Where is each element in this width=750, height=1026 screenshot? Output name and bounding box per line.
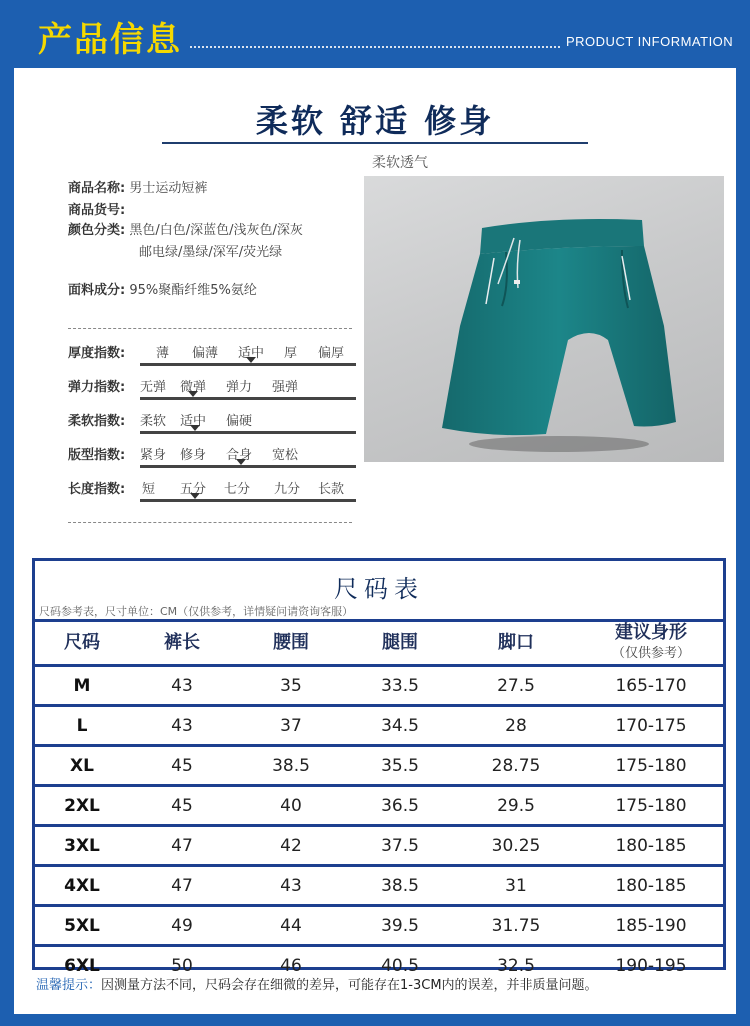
spec-color-line2: 邮电绿/墨绿/深军/荧光绿 [139,245,283,260]
index-divider-top [68,328,352,329]
index-bar [140,431,356,434]
header-banner [0,0,750,68]
index-label: 厚度指数: [68,346,126,361]
column-header: 腿围 [347,621,453,666]
index-divider-bottom [68,522,352,523]
index-label: 柔软指数: [68,414,126,429]
cell-length: 47 [129,866,235,906]
index-option: 微弹 [180,380,207,395]
slogan: 柔软 舒适 修身 [255,102,495,140]
table-header-row [35,621,723,666]
cell-height: 175-180 [579,786,723,826]
index-option: 强弹 [272,380,299,395]
cell-thigh: 38.5 [347,866,453,906]
spec-name-value: 男士运动短裤 [129,181,208,196]
index-length [68,472,358,506]
index-option: 偏薄 [192,346,219,361]
spec-color-label: 颜色分类: [68,223,126,238]
photo-caption: 柔软透气 [372,155,428,171]
index-bar [140,499,356,502]
spec-sku-label: 商品货号: [68,203,126,218]
cell-height: 190-195 [615,955,687,976]
cell-size: M [35,666,129,706]
cell-length: 50 [171,955,193,976]
cell-length: 45 [129,746,235,786]
cell-waist: 42 [235,826,347,866]
cell-length: 47 [129,826,235,866]
cell-height: 165-170 [579,666,723,706]
section-title: 产品信息 [38,20,182,60]
index-option: 合身 [226,448,253,463]
spec-material-label: 面料成分: [68,283,126,298]
spec-name-label: 商品名称: [68,181,126,196]
spec-color-line1: 黑色/白色/深蓝色/浅灰色/深灰 [129,223,303,238]
index-marker [236,459,246,465]
cell-hem: 32.5 [497,955,535,976]
index-option: 弹力 [226,380,253,395]
warm-tip-text: 因测量方法不同，尺码会存在细微的差异，可能存在1-3CM内的误差，并非质量问题。 [101,978,598,993]
table-row [35,666,723,706]
cell-hem: 30.25 [453,826,579,866]
cell-height: 175-180 [579,746,723,786]
column-header-sub: （仅供参考） [611,645,690,661]
index-option: 七分 [224,482,251,497]
cell-thigh: 37.5 [347,826,453,866]
cell-size: 6XL [64,955,100,976]
spec-sku [68,200,125,222]
cell-size: 4XL [35,866,129,906]
index-elasticity [68,370,358,404]
cell-thigh: 36.5 [347,786,453,826]
cell-length: 43 [129,666,235,706]
index-marker [190,493,200,499]
cell-thigh: 39.5 [347,906,453,946]
cell-length: 43 [129,706,235,746]
column-header: 腰围 [235,621,347,666]
column-header: 脚口 [453,621,579,666]
cell-hem: 29.5 [453,786,579,826]
cell-hem: 31 [453,866,579,906]
index-option: 适中 [180,414,207,429]
index-option: 薄 [156,346,170,361]
spec-color-cont [139,242,282,264]
cell-thigh: 35.5 [347,746,453,786]
cell-waist: 43 [235,866,347,906]
index-marker [190,425,200,431]
cell-hem: 27.5 [453,666,579,706]
cell-waist: 35 [235,666,347,706]
index-option: 偏硬 [226,414,253,429]
spec-name [68,178,207,200]
index-bar [140,465,356,468]
product-info-panel [14,68,736,1014]
table-row [35,746,723,786]
index-option: 适中 [238,346,265,361]
cell-size: 5XL [35,906,129,946]
size-chart-title: 尺码表 [334,575,424,603]
warm-tip [36,974,598,993]
slogan-underline [162,142,588,144]
section-title-en: PRODUCT INFORMATION [566,34,734,49]
spec-color [68,220,303,242]
cell-thigh: 40.5 [381,955,419,976]
cell-height: 170-175 [579,706,723,746]
index-marker [188,391,198,397]
column-header: 尺码 [35,621,129,666]
index-bar [140,397,356,400]
index-option: 长款 [318,482,345,497]
column-header-body-type [579,621,723,666]
cell-size: 2XL [35,786,129,826]
cell-waist: 40 [235,786,347,826]
index-label: 版型指数: [68,448,126,463]
index-softness [68,404,358,438]
cell-thigh: 33.5 [347,666,453,706]
column-header: 建议身形 [615,621,687,643]
cell-hem: 28 [453,706,579,746]
index-option: 厚 [284,346,298,361]
table-row [35,786,723,826]
index-option: 偏厚 [318,346,345,361]
index-label: 长度指数: [68,482,126,497]
table-row [35,706,723,746]
index-label: 弹力指数: [68,380,126,395]
cell-waist: 46 [280,955,302,976]
spec-material [68,280,257,302]
index-option: 柔软 [140,414,167,429]
index-option: 宽松 [272,448,299,463]
index-option: 紧身 [140,448,167,463]
cell-height: 180-185 [579,866,723,906]
cell-height: 185-190 [579,906,723,946]
index-option: 九分 [274,482,301,497]
index-option: 五分 [180,482,207,497]
cell-height: 180-185 [579,826,723,866]
product-photo [364,176,724,462]
size-table [35,619,723,984]
cell-size: 3XL [35,826,129,866]
cell-hem: 31.75 [453,906,579,946]
cell-size: XL [35,746,129,786]
warm-tip-label: 温馨提示： [36,978,102,993]
index-option: 修身 [180,448,207,463]
cell-size: L [35,706,129,746]
table-row [35,866,723,906]
cell-waist: 44 [235,906,347,946]
cell-waist: 38.5 [235,746,347,786]
cell-thigh: 34.5 [347,706,453,746]
table-row [35,826,723,866]
size-chart [32,558,726,976]
index-option: 短 [142,482,156,497]
index-marker [246,357,256,363]
shorts-illustration [364,176,724,462]
cell-hem: 28.75 [453,746,579,786]
cell-length: 45 [129,786,235,826]
column-header: 裤长 [129,621,235,666]
dotted-divider [190,46,560,48]
size-chart-note: 尺码参考表，尺寸单位：CM（仅供参考，详情疑问请资询客服） [39,605,354,618]
cell-waist: 37 [235,706,347,746]
spec-material-value: 95%聚酯纤维5%氨纶 [129,283,257,298]
index-bar [140,363,356,366]
cell-length: 49 [129,906,235,946]
table-row [35,906,723,946]
index-fit [68,438,358,472]
index-option: 无弹 [140,380,167,395]
index-thickness [68,336,358,370]
